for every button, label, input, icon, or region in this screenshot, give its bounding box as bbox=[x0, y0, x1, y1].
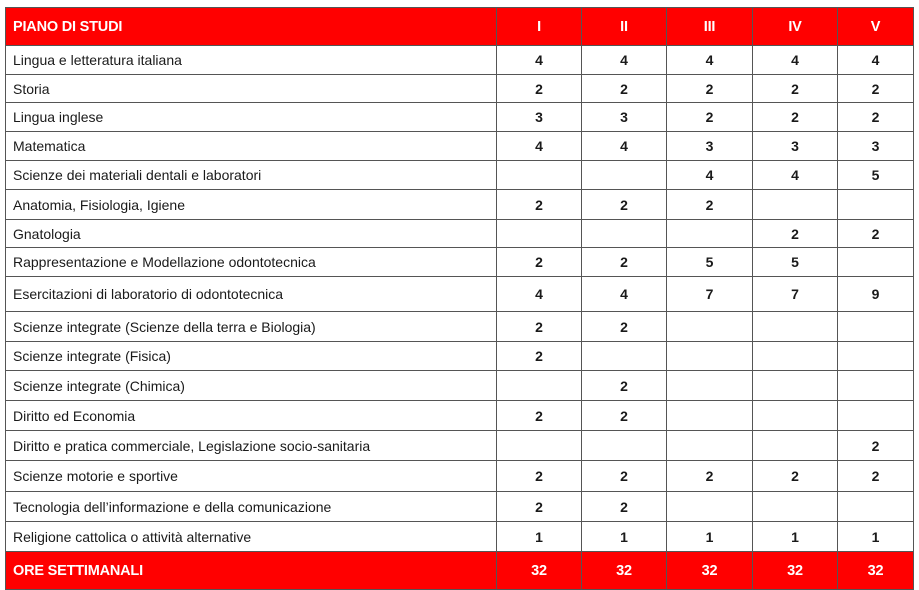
table-footer-row bbox=[6, 552, 914, 590]
hours-cell-year-4 bbox=[753, 190, 838, 220]
hours-cell-year-2: 4 bbox=[582, 46, 667, 75]
hours-cell-year-1: 4 bbox=[497, 46, 582, 75]
table-row bbox=[6, 190, 914, 220]
hours-cell-year-3 bbox=[667, 492, 753, 522]
table-row bbox=[6, 220, 914, 248]
subject-cell: Gnatologia bbox=[6, 220, 497, 248]
hours-cell-year-5: 2 bbox=[838, 103, 914, 132]
hours-cell-year-5: 4 bbox=[838, 46, 914, 75]
hours-cell-year-3 bbox=[667, 401, 753, 431]
hours-cell-year-1: 2 bbox=[497, 190, 582, 220]
table-row bbox=[6, 312, 914, 342]
subject-cell: Esercitazioni di laboratorio di odontotecnica bbox=[6, 277, 497, 312]
table-row bbox=[6, 248, 914, 277]
subject-cell: Lingua e letteratura italiana bbox=[6, 46, 497, 75]
hours-cell-year-3: 5 bbox=[667, 248, 753, 277]
hours-cell-year-1 bbox=[497, 431, 582, 461]
header-title: PIANO DI STUDI bbox=[6, 8, 497, 46]
subject-cell: Tecnologia dell’informazione e della comunicazione bbox=[6, 492, 497, 522]
subject-cell: Scienze motorie e sportive bbox=[6, 461, 497, 492]
hours-cell-year-4: 1 bbox=[753, 522, 838, 552]
subject-cell: Scienze dei materiali dentali e laboratori bbox=[6, 161, 497, 190]
subject-cell: Matematica bbox=[6, 132, 497, 161]
table-row bbox=[6, 46, 914, 75]
hours-cell-year-2 bbox=[582, 342, 667, 371]
hours-cell-year-1: 4 bbox=[497, 132, 582, 161]
hours-cell-year-3: 2 bbox=[667, 190, 753, 220]
hours-cell-year-4 bbox=[753, 492, 838, 522]
table-row bbox=[6, 132, 914, 161]
hours-cell-year-5: 2 bbox=[838, 220, 914, 248]
hours-cell-year-3 bbox=[667, 220, 753, 248]
hours-cell-year-3 bbox=[667, 431, 753, 461]
header-year-1: I bbox=[497, 8, 582, 46]
hours-cell-year-4 bbox=[753, 401, 838, 431]
hours-cell-year-4: 2 bbox=[753, 103, 838, 132]
hours-cell-year-3: 2 bbox=[667, 103, 753, 132]
hours-cell-year-2: 1 bbox=[582, 522, 667, 552]
table-row bbox=[6, 522, 914, 552]
hours-cell-year-1: 2 bbox=[497, 312, 582, 342]
hours-cell-year-2: 2 bbox=[582, 401, 667, 431]
hours-cell-year-5: 2 bbox=[838, 461, 914, 492]
hours-cell-year-1: 1 bbox=[497, 522, 582, 552]
hours-cell-year-4 bbox=[753, 431, 838, 461]
hours-cell-year-5 bbox=[838, 401, 914, 431]
hours-cell-year-1: 2 bbox=[497, 75, 582, 103]
table-row bbox=[6, 492, 914, 522]
hours-cell-year-2: 2 bbox=[582, 75, 667, 103]
hours-cell-year-5: 9 bbox=[838, 277, 914, 312]
table-row bbox=[6, 277, 914, 312]
subject-cell: Scienze integrate (Scienze della terra e Biologia) bbox=[6, 312, 497, 342]
hours-cell-year-1 bbox=[497, 161, 582, 190]
hours-cell-year-5 bbox=[838, 248, 914, 277]
table-row bbox=[6, 103, 914, 132]
subject-cell: Rappresentazione e Modellazione odontotecnica bbox=[6, 248, 497, 277]
hours-cell-year-5 bbox=[838, 312, 914, 342]
header-year-3: III bbox=[667, 8, 753, 46]
hours-cell-year-2: 2 bbox=[582, 312, 667, 342]
hours-cell-year-3: 1 bbox=[667, 522, 753, 552]
hours-cell-year-3: 2 bbox=[667, 461, 753, 492]
hours-cell-year-5 bbox=[838, 190, 914, 220]
hours-cell-year-2: 2 bbox=[582, 461, 667, 492]
header-year-4: IV bbox=[753, 8, 838, 46]
footer-label: ORE SETTIMANALI bbox=[6, 552, 497, 590]
hours-cell-year-3: 4 bbox=[667, 161, 753, 190]
table-row bbox=[6, 342, 914, 371]
table-row bbox=[6, 461, 914, 492]
subject-cell: Anatomia, Fisiologia, Igiene bbox=[6, 190, 497, 220]
hours-cell-year-2 bbox=[582, 161, 667, 190]
hours-cell-year-2: 3 bbox=[582, 103, 667, 132]
hours-cell-year-2: 4 bbox=[582, 277, 667, 312]
subject-cell: Religione cattolica o attività alternative bbox=[6, 522, 497, 552]
hours-cell-year-5: 5 bbox=[838, 161, 914, 190]
hours-cell-year-1 bbox=[497, 371, 582, 401]
total-year-5: 32 bbox=[838, 552, 914, 590]
hours-cell-year-1: 4 bbox=[497, 277, 582, 312]
hours-cell-year-3: 7 bbox=[667, 277, 753, 312]
table-header-row bbox=[6, 8, 914, 46]
study-plan-table bbox=[5, 7, 914, 590]
hours-cell-year-4: 2 bbox=[753, 220, 838, 248]
subject-cell: Scienze integrate (Chimica) bbox=[6, 371, 497, 401]
hours-cell-year-4: 4 bbox=[753, 161, 838, 190]
subject-cell: Diritto ed Economia bbox=[6, 401, 497, 431]
hours-cell-year-5: 2 bbox=[838, 431, 914, 461]
hours-cell-year-5: 2 bbox=[838, 75, 914, 103]
hours-cell-year-1: 2 bbox=[497, 342, 582, 371]
hours-cell-year-5 bbox=[838, 492, 914, 522]
subject-cell: Diritto e pratica commerciale, Legislazione socio-sanitaria bbox=[6, 431, 497, 461]
hours-cell-year-4: 7 bbox=[753, 277, 838, 312]
hours-cell-year-2: 2 bbox=[582, 190, 667, 220]
hours-cell-year-2: 2 bbox=[582, 492, 667, 522]
hours-cell-year-4: 2 bbox=[753, 75, 838, 103]
hours-cell-year-2: 2 bbox=[582, 248, 667, 277]
hours-cell-year-3 bbox=[667, 342, 753, 371]
hours-cell-year-5: 1 bbox=[838, 522, 914, 552]
hours-cell-year-5 bbox=[838, 342, 914, 371]
table-row bbox=[6, 75, 914, 103]
hours-cell-year-1 bbox=[497, 220, 582, 248]
table-row bbox=[6, 401, 914, 431]
total-year-2: 32 bbox=[582, 552, 667, 590]
hours-cell-year-4 bbox=[753, 312, 838, 342]
total-year-3: 32 bbox=[667, 552, 753, 590]
hours-cell-year-4: 3 bbox=[753, 132, 838, 161]
hours-cell-year-2: 2 bbox=[582, 371, 667, 401]
hours-cell-year-1: 2 bbox=[497, 248, 582, 277]
hours-cell-year-4: 5 bbox=[753, 248, 838, 277]
hours-cell-year-3: 4 bbox=[667, 46, 753, 75]
table-body bbox=[6, 46, 914, 552]
hours-cell-year-1: 2 bbox=[497, 492, 582, 522]
hours-cell-year-5: 3 bbox=[838, 132, 914, 161]
hours-cell-year-3 bbox=[667, 371, 753, 401]
hours-cell-year-1: 2 bbox=[497, 401, 582, 431]
total-year-1: 32 bbox=[497, 552, 582, 590]
total-year-4: 32 bbox=[753, 552, 838, 590]
hours-cell-year-5 bbox=[838, 371, 914, 401]
hours-cell-year-3: 2 bbox=[667, 75, 753, 103]
hours-cell-year-4 bbox=[753, 371, 838, 401]
subject-cell: Scienze integrate (Fisica) bbox=[6, 342, 497, 371]
hours-cell-year-3 bbox=[667, 312, 753, 342]
hours-cell-year-4 bbox=[753, 342, 838, 371]
hours-cell-year-4: 4 bbox=[753, 46, 838, 75]
hours-cell-year-2 bbox=[582, 220, 667, 248]
table-row bbox=[6, 161, 914, 190]
hours-cell-year-1: 2 bbox=[497, 461, 582, 492]
header-year-2: II bbox=[582, 8, 667, 46]
table-row bbox=[6, 371, 914, 401]
subject-cell: Storia bbox=[6, 75, 497, 103]
hours-cell-year-2: 4 bbox=[582, 132, 667, 161]
hours-cell-year-1: 3 bbox=[497, 103, 582, 132]
hours-cell-year-4: 2 bbox=[753, 461, 838, 492]
subject-cell: Lingua inglese bbox=[6, 103, 497, 132]
table-row bbox=[6, 431, 914, 461]
hours-cell-year-3: 3 bbox=[667, 132, 753, 161]
header-year-5: V bbox=[838, 8, 914, 46]
hours-cell-year-2 bbox=[582, 431, 667, 461]
